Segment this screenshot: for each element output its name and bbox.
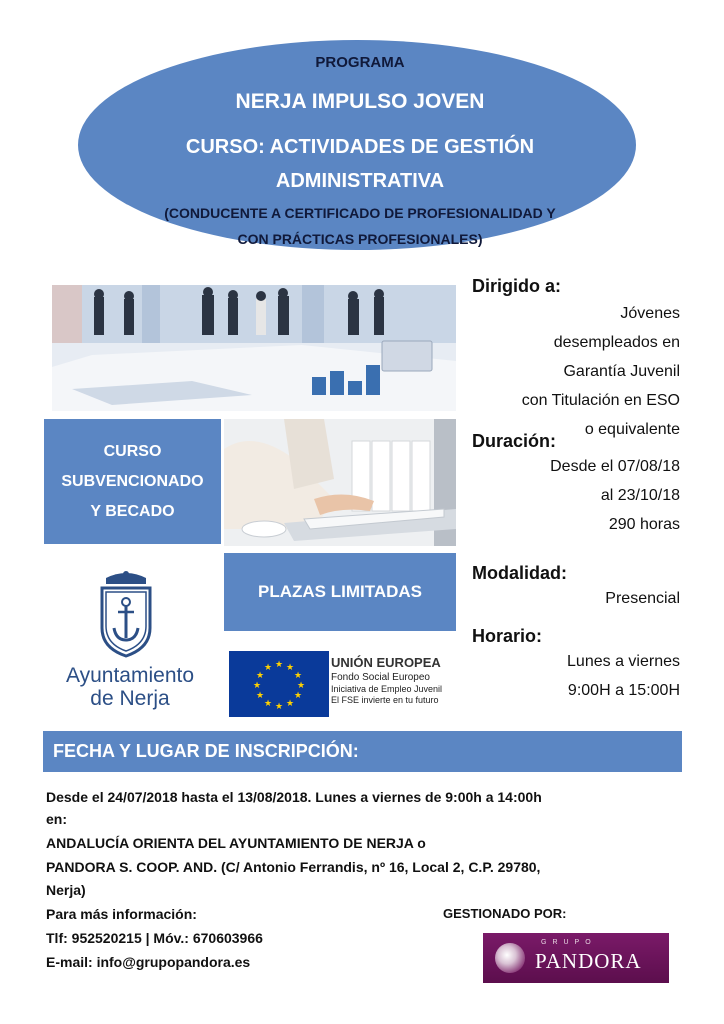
svg-text:★: ★ [263, 699, 273, 709]
target-audience-line-4: con Titulación en ESO [521, 392, 680, 409]
duration-hours: 290 horas [608, 516, 680, 533]
badge-line-2: SUBVENCIONADO [61, 473, 204, 490]
business-meeting-photo [52, 285, 456, 411]
course-title-line-1: CURSO: ACTIVIDADES DE GESTIÓN [185, 136, 535, 158]
course-title [40, 130, 680, 198]
logo-pandora-text: PANDORA [535, 949, 642, 973]
course-subtitle-line-1: (CONDUCENTE A CERTIFICADO DE PROFESIONALIDAD Y [164, 205, 556, 221]
pandora-orb-icon [495, 943, 525, 973]
keyboard-typing-photo [224, 419, 456, 546]
registration-en: en: [46, 811, 67, 827]
schedule-value [472, 647, 680, 705]
badge-line-1: CURSO [103, 443, 162, 460]
eu-stars-icon [229, 651, 329, 717]
duration-label: Duración: [472, 431, 557, 451]
registration-place-3: Nerja) [46, 882, 86, 898]
managed-by-label: GESTIONADO POR: [443, 906, 567, 921]
ayuntamiento-line-2: de Nerja [90, 687, 170, 710]
registration-heading: FECHA Y LUGAR DE INSCRIPCIÓN: [43, 731, 682, 772]
ayuntamiento-logo-text [44, 664, 216, 710]
more-info-label: Para más información: [46, 906, 197, 922]
schedule-days: Lunes a viernes [567, 653, 680, 670]
course-title-line-2: ADMINISTRATIVA [275, 170, 445, 192]
program-title: NERJA IMPULSO JOVEN [235, 90, 485, 113]
svg-text:★: ★ [255, 691, 265, 701]
logo-grupo-text: GRUPO [541, 939, 597, 946]
registration-dates: Desde el 24/07/2018 hasta el 13/08/2018. Lunes a viernes de 9:00h a 14:00h [46, 789, 542, 805]
ayuntamiento-line-1: Ayuntamiento [65, 664, 195, 687]
limited-places-badge: PLAZAS LIMITADAS [224, 553, 456, 631]
svg-text:★: ★ [285, 663, 295, 673]
target-audience-section [472, 276, 680, 444]
target-audience-line-3: Garantía Juvenil [563, 363, 680, 380]
course-subtitle [40, 200, 680, 252]
svg-text:★: ★ [255, 671, 265, 681]
eu-flag-icon [229, 651, 329, 717]
svg-text:★: ★ [293, 671, 303, 681]
duration-end: al 23/10/18 [600, 487, 680, 504]
duration-section [472, 431, 680, 539]
eu-text-block [331, 655, 471, 706]
svg-text:★: ★ [252, 681, 262, 691]
svg-text:★: ★ [285, 699, 295, 709]
grupo-pandora-logo [483, 933, 669, 983]
duration-start: Desde el 07/08/18 [550, 458, 680, 475]
svg-text:★: ★ [293, 691, 303, 701]
duration-value [472, 452, 680, 539]
schedule-section [472, 626, 680, 705]
business-meeting-illustration [52, 285, 456, 411]
svg-text:★: ★ [274, 660, 284, 670]
schedule-hours: 9:00H a 15:00H [567, 682, 680, 699]
badge-line-3: Y BECADO [90, 503, 175, 520]
schedule-label: Horario: [472, 626, 543, 646]
registration-place-2: PANDORA S. COOP. AND. (C/ Antonio Ferrandis, nº 16, Local 2, C.P. 29780, [46, 859, 541, 875]
modality-section [472, 563, 680, 613]
modality-value: Presencial [605, 590, 680, 607]
program-label: PROGRAMA [315, 54, 405, 71]
eu-slogan: El FSE invierte en tu futuro [331, 695, 439, 705]
target-audience-line-2: desempleados en [553, 334, 680, 351]
target-audience-value [472, 299, 680, 444]
target-audience-label: Dirigido a: [472, 276, 561, 296]
email-address[interactable]: E-mail: info@grupopandora.es [46, 954, 251, 970]
modality-label: Modalidad: [472, 563, 567, 583]
svg-text:★: ★ [274, 702, 284, 712]
nerja-crest-icon [92, 568, 160, 658]
course-subtitle-line-2: CON PRÁCTICAS PROFESIONALES) [237, 231, 483, 247]
svg-text:★: ★ [296, 681, 306, 691]
eu-title: UNIÓN EUROPEA [331, 655, 441, 670]
eu-initiative: Iniciativa de Empleo Juvenil [331, 684, 443, 694]
svg-text:★: ★ [263, 663, 273, 673]
phone-numbers: Tlf: 952520215 | Móv.: 670603966 [46, 930, 263, 946]
registration-place-1: ANDALUCÍA ORIENTA DEL AYUNTAMIENTO DE NERJA o [46, 835, 426, 851]
anchor-icon [92, 568, 160, 658]
subsidized-course-badge [44, 419, 221, 544]
target-audience-line-1: Jóvenes [620, 305, 680, 322]
eu-fund: Fondo Social Europeo [331, 672, 430, 683]
keyboard-typing-illustration [224, 419, 456, 546]
target-audience-line-5: o equivalente [584, 421, 680, 438]
